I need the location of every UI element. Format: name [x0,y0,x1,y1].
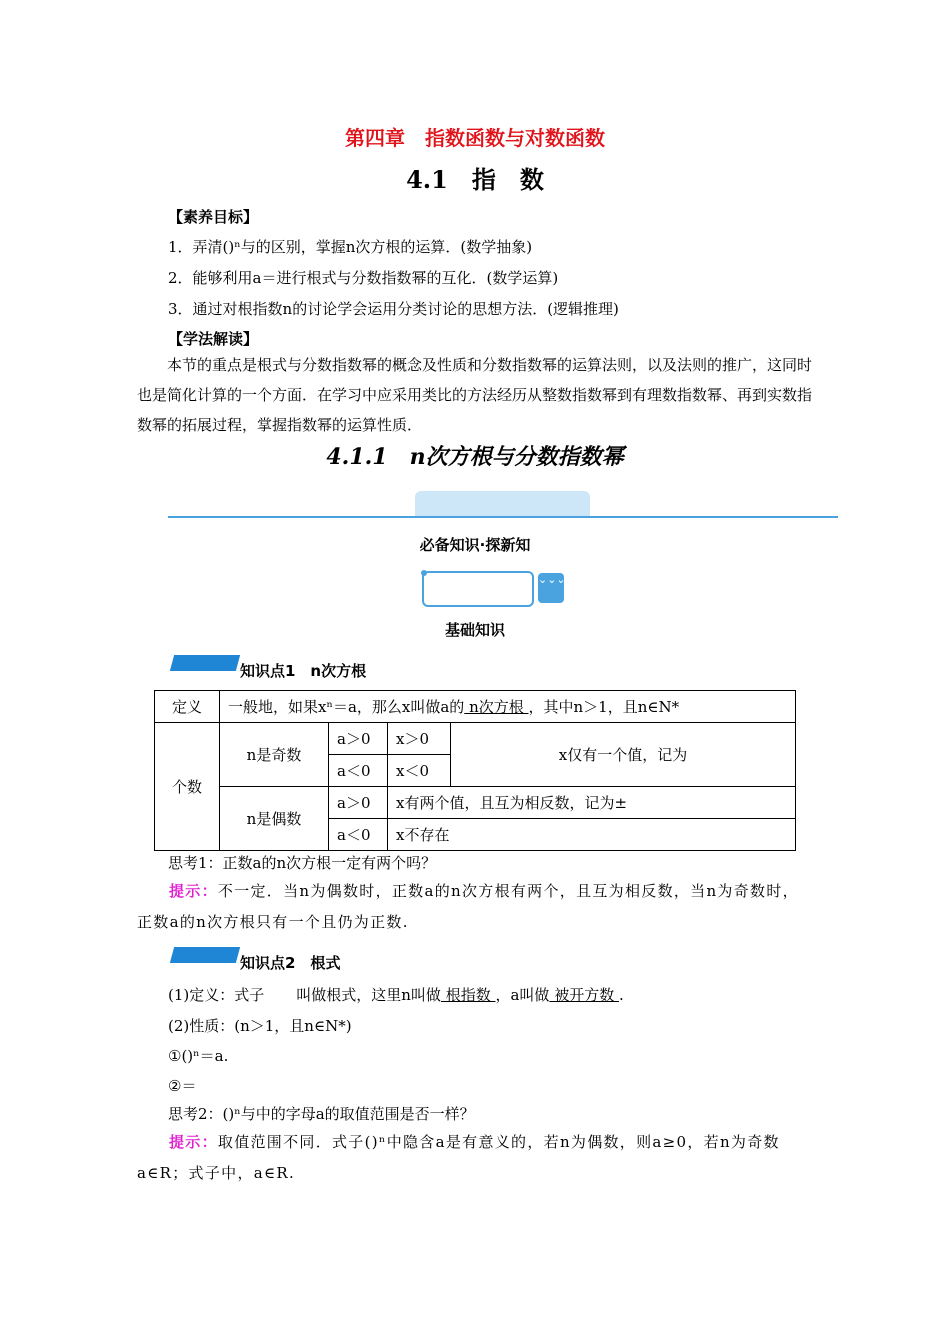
even-label: n是偶数 [220,787,329,851]
section-title: 4.1 指 数 [406,165,544,194]
basic-knowledge-title: 基础知识 [444,621,505,639]
kp2-property-2: ②＝ [168,1077,197,1095]
kp1-marker [170,655,240,671]
nth-root-table [154,690,796,851]
even-r2-x: x不存在 [388,819,796,851]
odd-r1-a: a＞0 [329,723,388,755]
banner-tab [415,491,590,517]
goal-item-2: 2．能够利用a＝进行根式与分数指数幂的互化．(数学运算) [168,269,559,287]
tip-1 [137,876,813,938]
odd-r2-x: x＜0 [388,755,451,787]
odd-result: x仅有一个值，记为 [451,723,796,787]
kp2-property-1: ①()ⁿ＝a. [168,1047,229,1065]
kp2-def-mid2: ，a叫做 [495,986,550,1004]
odd-r1-x: x＞0 [388,723,451,755]
tip-1-text: 不一定．当n为偶数时，正数a的n次方根有两个，且互为相反数，当n为奇数时，正数a的n次方根只有一个且仍为正数. [137,882,799,931]
even-r2-a: a＜0 [329,819,388,851]
even-r1-x: x有两个值，且互为相反数，记为± [388,787,796,819]
kp2-def-mid: 叫做根式，这里n叫做 [296,986,441,1004]
odd-label: n是奇数 [220,723,329,787]
kp2-marker [170,947,240,963]
tip-2-label: 提示： [169,1133,218,1151]
banner-line [168,516,838,518]
goals-label: 【素养目标】 [168,208,259,226]
banner-title: 必备知识·探新知 [419,536,531,554]
kp2-title: 知识点2 根式 [240,954,341,972]
def-blank: n次方根 [464,698,529,716]
goal-item-1: 1．弄清()ⁿ与的区别，掌握n次方根的运算．(数学抽象) [168,238,533,256]
study-text: 本节的重点是根式与分数指数幂的概念及性质和分数指数幂的运算法则，以及法则的推广，这同时也是简化计算的一个方面．在学习中应采用类比的方法经历从整数指数幂到有理数指数幂、再到实数指数幂的拓展过程，掌握指数幂的运算性质． [137,356,813,434]
kp1-title: 知识点1 n次方根 [240,662,367,680]
def-pre: 一般地，如果xⁿ＝a，那么x叫做a的 [228,698,465,716]
kp2-def-blank2: 被开方数 [549,986,619,1004]
kp2-definition [168,984,820,1005]
subsection-title: 4.1.1 n次方根与分数指数幂 [326,444,624,470]
goal-item-3: 3．通过对根指数n的讨论学会运用分类讨论的思想方法．(逻辑推理) [168,300,619,318]
banner-box [422,571,534,607]
def-label: 定义 [155,691,220,723]
think-1: 思考1：正数a的n次方根一定有两个吗？ [168,854,437,872]
def-post: ，其中n＞1，且n∈N* [528,698,680,716]
think-2: 思考2：()ⁿ与中的字母a的取值范围是否一样？ [168,1105,475,1123]
tip-2-text: 取值范围不同．式子()ⁿ中隐含a是有意义的，若n为偶数，则a≥0，若n为奇数a∈R；式子中，a∈R. [137,1133,780,1182]
study-label: 【学法解读】 [168,330,259,348]
chevron-down-icon: ⌄⌄⌄ [538,573,564,603]
tip-2 [137,1127,813,1189]
kp2-property: (2)性质：(n＞1，且n∈N*) [168,1017,352,1035]
count-label: 个数 [155,723,220,851]
even-r1-a: a＞0 [329,787,388,819]
tip-1-label: 提示： [169,882,218,900]
def-cell [220,691,796,723]
kp2-def-end: . [618,986,624,1004]
banner-dot [421,570,427,576]
kp2-def-blank1: 根指数 [440,986,496,1004]
kp2-def-pre: (1)定义：式子 [168,986,265,1004]
odd-r2-a: a＜0 [329,755,388,787]
chapter-title: 第四章 指数函数与对数函数 [345,126,605,150]
